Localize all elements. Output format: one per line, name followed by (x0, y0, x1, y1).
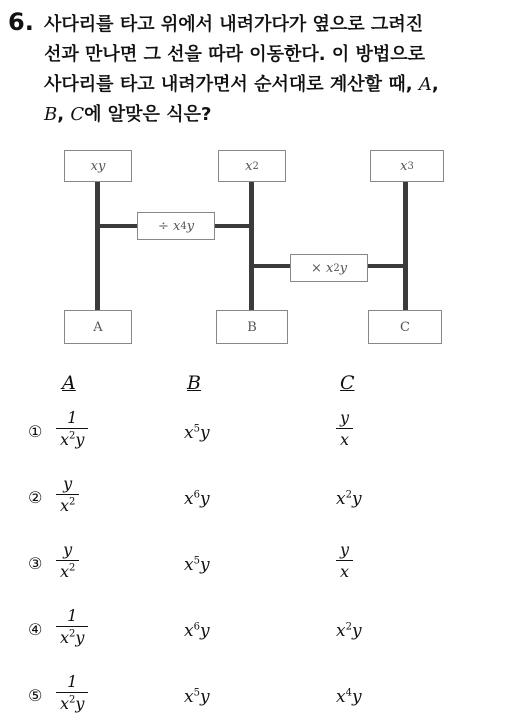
choice-5-a-numerator-text: 1 (67, 672, 78, 691)
choice-number-4: ④ (28, 620, 43, 639)
choice-3-b-tail: y (199, 555, 210, 575)
rung-2-exp: 2 (333, 262, 340, 274)
choice-1-b (184, 423, 210, 443)
choice-number-5: ⑤ (28, 686, 43, 705)
question-line-2: 선과 만나면 그 선을 따라 이동한다. 이 방법으로 (44, 44, 426, 65)
choice-number-1: ① (28, 422, 43, 441)
choice-1-a-denominator-expr (60, 430, 84, 449)
column-header-b: B (187, 372, 201, 394)
choice-3-b (184, 555, 210, 575)
choice-2-c-base: x (336, 489, 346, 509)
choice-4-a-denominator-exp: 2 (69, 628, 76, 640)
top-label-2: x (245, 158, 253, 174)
choice-5-a-denominator-expr (60, 694, 84, 713)
choice-5-b (184, 687, 210, 707)
choice-5-b-expr (184, 687, 210, 707)
choice-2-b (184, 489, 210, 509)
choice-1-c-denominator-base: x (340, 430, 350, 449)
choice-5-c-tail: y (351, 687, 362, 707)
choice-3-a (56, 540, 79, 581)
choice-4-c-exp: 2 (345, 621, 352, 633)
choice-number-3: ③ (28, 554, 43, 573)
choice-2-a-denominator (56, 495, 79, 515)
choice-1-a-numerator (63, 408, 81, 428)
var-a: A (418, 74, 432, 95)
choice-5-b-exp: 5 (193, 687, 200, 699)
choice-4-c-base: x (336, 621, 346, 641)
top-box-3 (370, 150, 444, 182)
choice-3-c-fraction (336, 540, 353, 581)
choice-1-c-denominator-expr (340, 430, 349, 449)
choice-2-c-exp: 2 (345, 489, 352, 501)
choice-2-c-expr (336, 489, 362, 509)
choice-5-b-base: x (184, 687, 194, 707)
rung-1-tail: y (186, 218, 195, 234)
choice-3-a-fraction (56, 540, 79, 581)
question-line-4: B, C에 알맞은 식은? (44, 104, 212, 125)
choice-1-c-fraction (336, 408, 353, 449)
choice-1-b-base: x (184, 423, 194, 443)
choice-row-4 (0, 606, 520, 662)
choice-3-a-numerator (59, 540, 76, 560)
choice-2-c-tail: y (351, 489, 362, 509)
choice-3-a-denominator-exp: 2 (69, 562, 76, 574)
choice-4-a-denominator-base: x (60, 628, 70, 647)
choice-1-a-denominator-base: x (60, 430, 70, 449)
top-label-3: x (400, 158, 408, 174)
choice-4-b-tail: y (199, 621, 210, 641)
choice-1-b-expr (184, 423, 210, 443)
choice-3-b-exp: 5 (193, 555, 200, 567)
choice-number-2: ② (28, 488, 43, 507)
choice-1-b-exp: 5 (193, 423, 200, 435)
question-line-4-text: 에 알맞은 식은? (84, 104, 212, 125)
question-text (44, 10, 506, 130)
choice-2-a-denominator-expr (60, 496, 75, 515)
rail-right (403, 180, 408, 310)
rung-2-op: × x (310, 260, 334, 276)
choice-3-a-denominator-base: x (60, 562, 70, 581)
choice-2-b-expr (184, 489, 210, 509)
ladder-diagram (60, 148, 460, 348)
choice-2-b-tail: y (199, 489, 210, 509)
choice-5-c-expr (336, 687, 362, 707)
bottom-label-c: C (400, 319, 410, 335)
choice-4-b-base: x (184, 621, 194, 641)
choice-row-1 (0, 408, 520, 464)
choice-4-a-fraction (56, 606, 88, 647)
column-header-c: C (340, 372, 355, 394)
choice-1-a-denominator (56, 429, 88, 449)
choice-1-c-numerator-text: y (340, 408, 350, 427)
choice-4-c-tail: y (351, 621, 362, 641)
question-line-3-text: 사다리를 타고 내려가면서 순서대로 계산할 때, (44, 74, 413, 95)
rung-1-operation (137, 212, 215, 240)
choice-4-c (336, 621, 362, 641)
choice-3-b-expr (184, 555, 210, 575)
var-c: C (70, 104, 85, 125)
var-b: B (44, 104, 58, 125)
top-exp-2: 2 (252, 160, 259, 172)
choice-5-a (56, 672, 88, 713)
choice-3-c-denominator (336, 561, 353, 581)
question-line-1: 사다리를 타고 위에서 내려가다가 옆으로 그려진 (44, 14, 424, 35)
choice-5-a-fraction (56, 672, 88, 713)
choice-2-a-numerator-text: y (63, 474, 73, 493)
choice-3-c-numerator-text: y (340, 540, 350, 559)
choice-4-b-exp: 6 (193, 621, 200, 633)
choice-3-a-denominator-expr (60, 562, 75, 581)
top-box-1 (64, 150, 132, 182)
choice-1-a-fraction (56, 408, 88, 449)
choice-3-c-denominator-expr (340, 562, 349, 581)
choice-1-c-numerator (336, 408, 353, 428)
choice-2-a-denominator-base: x (60, 496, 70, 515)
rung-2-operation (290, 254, 368, 282)
choice-2-c (336, 489, 362, 509)
choice-3-c-denominator-base: x (340, 562, 350, 581)
rung-2-tail: y (339, 260, 348, 276)
choice-3-c-numerator (336, 540, 353, 560)
choice-4-a-numerator-text: 1 (67, 606, 78, 625)
rung-1-exp: 4 (180, 220, 187, 232)
choice-5-a-denominator-exp: 2 (69, 694, 76, 706)
bottom-label-b: B (247, 319, 257, 335)
column-header-a: A (62, 372, 76, 394)
choice-2-a-numerator (59, 474, 76, 494)
choice-3-c (336, 540, 353, 581)
choice-5-a-numerator (63, 672, 81, 692)
rung-1-op: ÷ x (157, 218, 181, 234)
choice-3-b-base: x (184, 555, 194, 575)
choice-row-2 (0, 474, 520, 530)
choice-4-c-expr (336, 621, 362, 641)
top-label-1: xy (90, 158, 106, 174)
choice-2-a-denominator-exp: 2 (69, 496, 76, 508)
bottom-box-a (64, 310, 132, 344)
choice-5-a-denominator-base: x (60, 694, 70, 713)
question-line-3: 사다리를 타고 내려가면서 순서대로 계산할 때, A, (44, 74, 439, 95)
bottom-box-b (216, 310, 288, 344)
choice-3-a-denominator (56, 561, 79, 581)
bottom-label-a: A (93, 319, 103, 335)
choice-2-b-base: x (184, 489, 194, 509)
choice-2-a (56, 474, 79, 515)
question-number: 6. (8, 8, 34, 36)
top-exp-3: 3 (407, 160, 414, 172)
choice-4-a-denominator (56, 627, 88, 647)
choice-5-c-base: x (336, 687, 346, 707)
choice-5-c-exp: 4 (345, 687, 352, 699)
choice-4-a-numerator (63, 606, 81, 626)
choice-1-a-denominator-tail: y (75, 430, 85, 449)
choice-row-3 (0, 540, 520, 596)
choice-5-c (336, 687, 362, 707)
choice-row-5 (0, 672, 520, 728)
rail-left (95, 180, 100, 310)
choice-5-a-denominator-tail: y (75, 694, 85, 713)
choice-2-b-exp: 6 (193, 489, 200, 501)
choice-4-a-denominator-tail: y (75, 628, 85, 647)
rail-middle (249, 180, 254, 310)
choice-1-c-denominator (336, 429, 353, 449)
choice-1-c (336, 408, 353, 449)
choice-1-a (56, 408, 88, 449)
choice-3-a-numerator-text: y (63, 540, 73, 559)
choice-5-a-denominator (56, 693, 88, 713)
choice-4-a (56, 606, 88, 647)
choice-4-b (184, 621, 210, 641)
choice-1-b-tail: y (199, 423, 210, 443)
choice-2-a-fraction (56, 474, 79, 515)
top-box-2 (218, 150, 286, 182)
choice-1-a-numerator-text: 1 (67, 408, 78, 427)
choice-5-b-tail: y (199, 687, 210, 707)
bottom-box-c (368, 310, 442, 344)
choice-4-b-expr (184, 621, 210, 641)
choice-4-a-denominator-expr (60, 628, 84, 647)
choice-1-a-denominator-exp: 2 (69, 430, 76, 442)
